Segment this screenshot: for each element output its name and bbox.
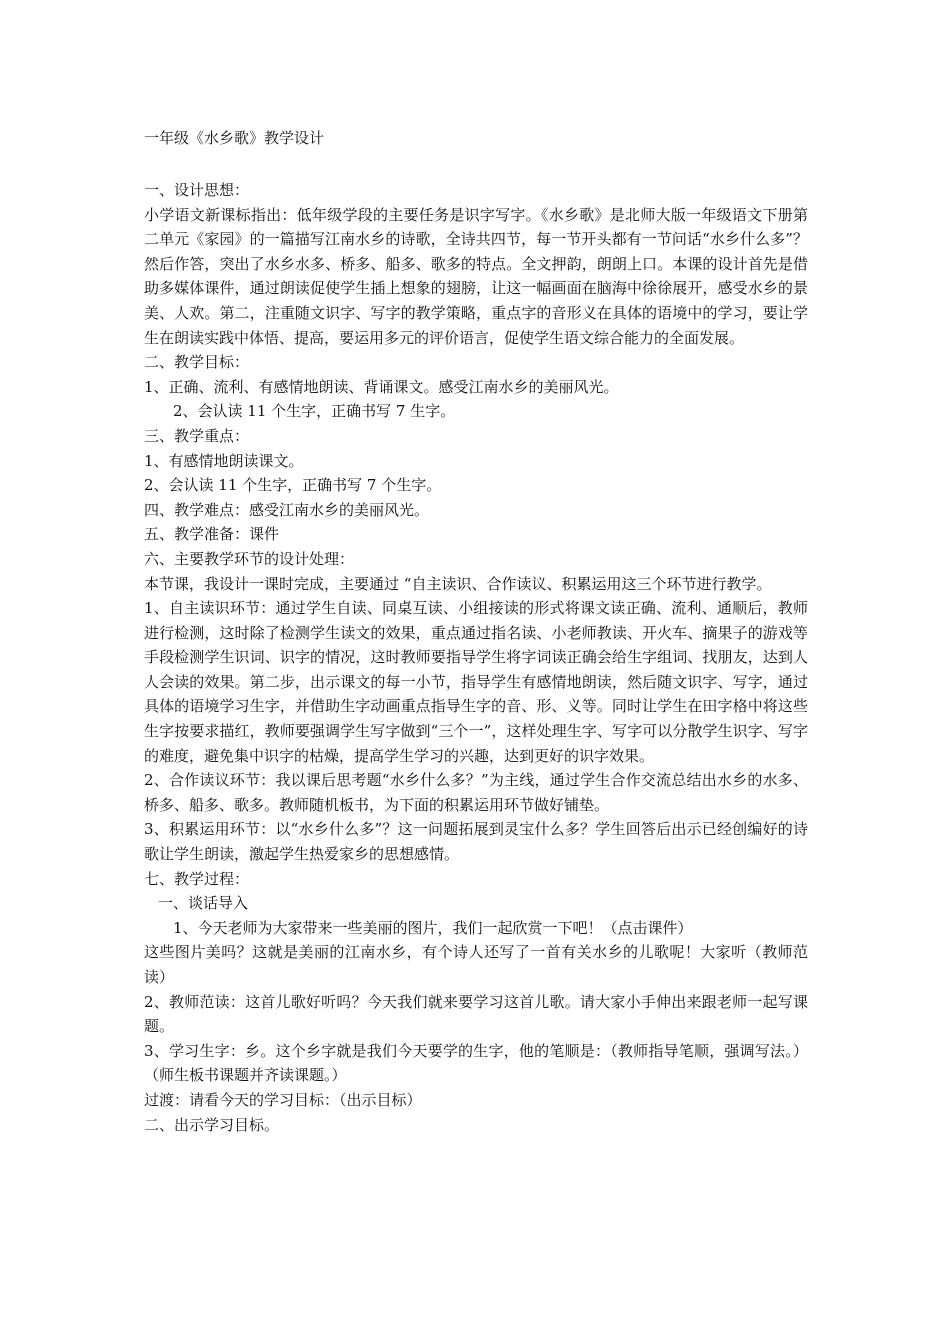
document-page [144,126,808,1137]
subheading-show-goals: 二、出示学习目标。 [144,1115,280,1134]
process-item-2: 2、教师范读：这首儿歌好听吗？今天我们就来要学习这首儿歌。请大家小手伸出来跟老师一起写课题。 [144,992,808,1036]
goal-item-1: 1、正确、流利、有感情地朗读、背诵课文。感受江南水乡的美丽风光。 [144,377,619,396]
heading-design-idea: 一、设计思想： [144,181,250,199]
heading-teaching-goals: 二、教学目标： [144,353,250,372]
key-point-item-1: 1、有感情地朗读课文。 [144,451,304,470]
document-title: 一年级《水乡歌》教学设计 [144,129,325,147]
heading-preparation: 五、教学准备：课件 [144,525,280,544]
paragraph-stage-3: 3、积累运用环节：以“水乡什么多”？这一问题拓展到灵宝什么多？学生回答后出示已经创编好的诗歌让学生朗读，激起学生热爱家乡的思想感情。 [144,820,808,864]
paragraph-design-idea: 小学语文新课标指出：低年级学段的主要任务是识字写字。《水乡歌》是北师大版一年级语文下册第二单元《家园》的一篇描写江南水乡的诗歌，全诗共四节，每一节开头都有一节问话“水乡什么多”？然后作答，突出了水乡水多、桥多、船多、歌多的特点。全文押韵，朗朗上口。本课的设计首先是借助多媒体课件，通过朗读促使学生插上想象的翅膀，让这一幅画面在脑海中徐徐展开，感受水乡的景美、人欢。第二，注重随文识字、写字的教学策略，重点字的音形义在具体的语境中的学习，要让学生在朗读实践中体悟、提高，要运用多元的评价语言，促使学生语文综合能力的全面发展。 [144,205,808,347]
heading-teaching-process: 七、教学过程： [144,869,250,888]
heading-difficulty: 四、教学难点：感受江南水乡的美丽风光。 [144,500,430,519]
process-item-3: 3、学习生字：乡。这个乡字就是我们今天要学的生字，他的笔顺是：（教师指导笔顺，强调写法。）（师生板书课题并齐读课题。） [144,1041,808,1085]
paragraph-process-pictures: 这些图片美吗？这就是美丽的江南水乡，有个诗人还写了一首有关水乡的儿歌呢！大家听（教师范读） [144,943,808,986]
paragraph-stages-intro: 本节课，我设计一课时完成，主要通过 “自主读识、合作读议、积累运用这三个环节进行教学。 [144,574,772,593]
process-item-1: 1、今天老师为大家带来一些美丽的图片，我们一起欣赏一下吧！（点击课件） [173,918,693,937]
subheading-intro-talk: 一、谈话导入 [158,894,249,913]
goal-item-2: 2、会认读 11 个生字，正确书写 7 生字。 [173,402,456,421]
paragraph-stage-1: 1、自主读识环节：通过学生自读、同桌互读、小组接读的形式将课文读正确、流利、通顺后，教师进行检测，这时除了检测学生读文的效果，重点通过指名读、小老师教读、开火车、摘果子的游戏等手段检测学生识词、识字的情况，这时教师要指导学生将字词读正确会给生字组词、找朋友，达到人人会读的效果。第二步，出示课文的每一小节，指导学生有感情地朗读，然后随文识字、写字，通过具体的语境学习生字，并借助生字动画重点指导生字的音、形、义等。同时让学生在田字格中将这些生字按要求描红，教师要强调学生写字做到“三个一”，这样处理生字、写字可以分散学生识字、写字的难度，避免集中识字的枯燥，提高学生学习的兴趣，达到更好的识字效果。 [144,599,808,765]
key-point-item-2: 2、会认读 11 个生字，正确书写 7 个生字。 [144,476,442,495]
paragraph-stage-2: 2、合作读议环节：我以课后思考题“水乡什么多？”为主线，通过学生合作交流总结出水乡的水多、桥多、船多、歌多。教师随机板书，为下面的积累运用环节做好铺垫。 [144,771,808,814]
transition-line: 过渡：请看今天的学习目标：（出示目标） [144,1090,422,1109]
heading-main-stages: 六、主要教学环节的设计处理： [144,549,355,568]
heading-key-points: 三、教学重点： [144,426,250,445]
